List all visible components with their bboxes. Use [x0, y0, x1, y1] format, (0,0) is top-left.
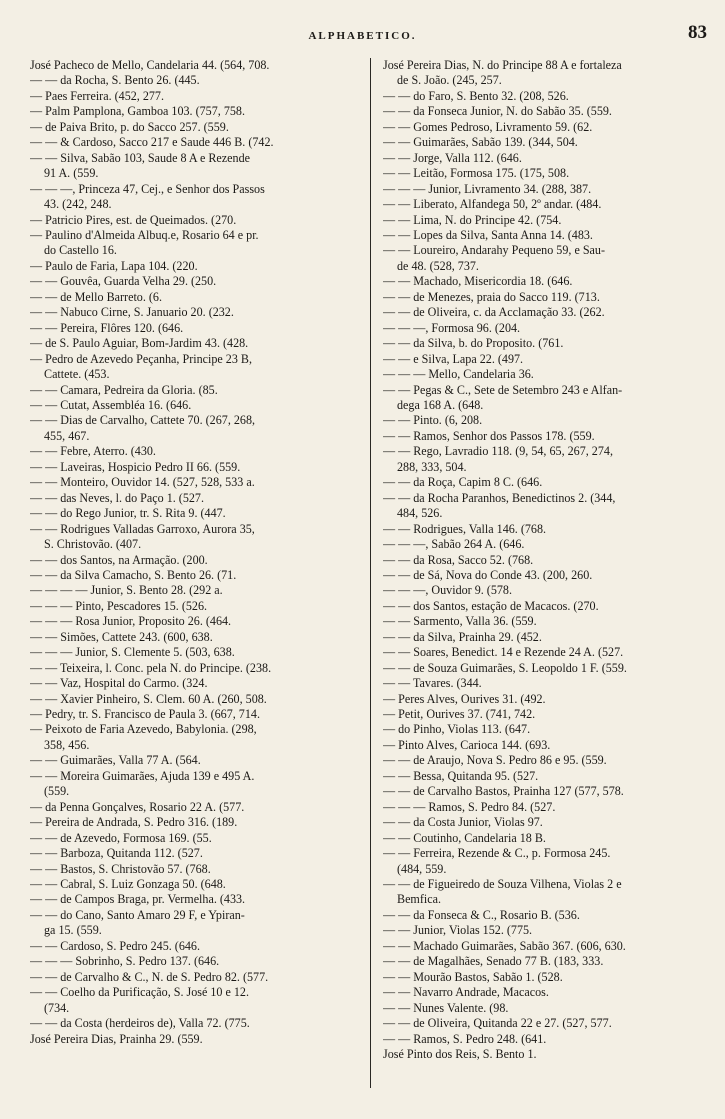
- directory-entry-line: — — Machado Guimarães, Sabão 367. (606, 630.: [383, 938, 626, 953]
- directory-entry-line: — — de Azevedo, Formosa 169. (55.: [30, 830, 212, 845]
- directory-entry-line: — Peres Alves, Ourives 31. (492.: [383, 691, 546, 706]
- directory-entry-line: 358, 456.: [44, 737, 90, 752]
- directory-entry-line: José Pinto dos Reis, S. Bento 1.: [383, 1047, 537, 1061]
- column-divider: [370, 58, 371, 1088]
- directory-entry-line: — — Bessa, Quitanda 95. (527.: [383, 768, 539, 783]
- running-title: ALPHABETICO.: [308, 30, 417, 42]
- directory-entry-line: — — Rodrigues Valladas Garroxo, Aurora 35,: [30, 521, 255, 536]
- directory-entry-line: — — Silva, Sabão 103, Saude 8 A e Rezende: [30, 150, 251, 165]
- directory-entry-line: — — e Silva, Lapa 22. (497.: [383, 351, 524, 366]
- directory-entry-line: — — de Souza Guimarães, S. Leopoldo 1 F. (559.: [383, 660, 627, 675]
- directory-entry-line: — — Laveiras, Hospicio Pedro II 66. (559.: [30, 459, 241, 474]
- directory-entry-line: — — de Oliveira, c. da Acclamação 33. (262.: [383, 305, 605, 320]
- directory-entry-line: — — Nunes Valente. (98.: [383, 1000, 509, 1015]
- directory-entry-line: — — Pegas & C., Sete de Setembro 243 e Alfan-: [383, 382, 623, 397]
- directory-entry-line: — — da Rosa, Sacco 52. (768.: [383, 552, 534, 567]
- directory-entry-line: — Petit, Ourives 37. (741, 742.: [383, 707, 536, 722]
- directory-entry-line: — — Rodrigues, Valla 146. (768.: [383, 521, 547, 536]
- directory-entry-line: — — Cutat, Assembléa 16. (646.: [30, 397, 192, 412]
- directory-entry-line: — — — Junior, S. Clemente 5. (503, 638.: [30, 645, 235, 660]
- directory-entry-line: — — Pereira, Flôres 120. (646.: [30, 320, 184, 335]
- directory-entry-line: — — Jorge, Valla 112. (646.: [383, 150, 522, 165]
- directory-entry-line: — Paulino d'Almeida Albuq.e, Rosario 64 e pr.: [30, 227, 259, 242]
- directory-entry-line: — — da Roça, Capim 8 C. (646.: [383, 475, 543, 490]
- directory-entry-line: — — Liberato, Alfandega 50, 2º andar. (484.: [383, 197, 602, 212]
- directory-entry-line: — — de Carvalho & C., N. de S. Pedro 82. (577.: [30, 969, 269, 984]
- directory-entry-line: — — Cabral, S. Luiz Gonzaga 50. (648.: [30, 877, 226, 892]
- directory-entry-line: — — das Neves, l. do Paço 1. (527.: [30, 490, 204, 505]
- directory-entry-line: do Castello 16.: [44, 243, 117, 258]
- directory-entry-line: — — da Fonseca & C., Rosario B. (536.: [383, 907, 580, 922]
- directory-entry-line: — — — Rosa Junior, Proposito 26. (464.: [30, 614, 232, 629]
- directory-entry-line: — — & Cardoso, Sacco 217 e Saude 446 B. (742.: [30, 135, 274, 150]
- directory-entry-line: S. Christovão. (407.: [44, 537, 142, 552]
- directory-entry-line: — — da Silva Camacho, S. Bento 26. (71.: [30, 567, 237, 582]
- directory-entry-line: de 48. (528, 737.: [397, 258, 479, 273]
- directory-entry-line: — — da Silva, b. do Proposito. (761.: [383, 336, 564, 351]
- directory-entry-line: — — de Menezes, praia do Sacco 119. (713.: [383, 289, 600, 304]
- directory-entry-line: — — da Fonseca Junior, N. do Sabão 35. (559.: [383, 104, 612, 119]
- directory-entry-line: José Pereira Dias, Prainha 29. (559.: [30, 1031, 203, 1046]
- directory-entry-line: — — Loureiro, Andarahy Pequeno 59, e Sau-: [383, 243, 606, 258]
- directory-entry-line: — — de Campos Braga, pr. Vermelha. (433.: [30, 892, 246, 907]
- directory-entry-line: — Pereira de Andrada, S. Pedro 316. (189.: [30, 815, 238, 830]
- directory-entry-line: — do Pinho, Violas 113. (647.: [383, 722, 531, 737]
- directory-entry-line: — — Lopes da Silva, Santa Anna 14. (483.: [383, 227, 593, 242]
- directory-entry-line: — — Ramos, Senhor dos Passos 178. (559.: [383, 428, 595, 443]
- directory-entry-line: 43. (242, 248.: [44, 197, 112, 212]
- directory-entry-line: Cattete. (453.: [44, 367, 110, 382]
- directory-entry-line: — — Pinto. (6, 208.: [383, 413, 483, 428]
- directory-entry-line: — Pedry, tr. S. Francisco de Paula 3. (667, 714.: [30, 707, 260, 722]
- directory-entry-line: — — Gouvêa, Guarda Velha 29. (250.: [30, 274, 217, 289]
- directory-entry-line: — — do Faro, S. Bento 32. (208, 526.: [383, 88, 569, 103]
- directory-entry-line: — — de Sá, Nova do Conde 43. (200, 260.: [383, 567, 593, 582]
- directory-entry-line: — — Nabuco Cirne, S. Januario 20. (232.: [30, 305, 234, 320]
- directory-entry-line: — — —, Sabão 264 A. (646.: [383, 537, 525, 552]
- directory-entry-line: — da Penna Gonçalves, Rosario 22 A. (577.: [30, 799, 245, 814]
- directory-entry-line: — — da Rocha Paranhos, Benedictinos 2. (344,: [383, 490, 616, 505]
- directory-entry-line: (734.: [44, 1000, 70, 1015]
- directory-entry-line: — — Barboza, Quitanda 112. (527.: [30, 846, 203, 861]
- directory-entry-line: (559.: [44, 784, 70, 799]
- directory-entry-line: — — Xavier Pinheiro, S. Clem. 60 A. (260, 508.: [30, 691, 267, 706]
- directory-entry-line: — — dos Santos, estação de Macacos. (270.: [383, 598, 599, 613]
- directory-entry-line: — Patricio Pires, est. de Queimados. (270.: [30, 212, 237, 227]
- directory-entry-line: — — de Mello Barreto. (6.: [30, 289, 162, 304]
- directory-entry-line: 484, 526.: [397, 506, 443, 521]
- directory-entry-line: — — Sarmento, Valla 36. (559.: [383, 614, 537, 629]
- directory-entry-line: — — — Pinto, Pescadores 15. (526.: [30, 598, 208, 613]
- directory-entry-line: — de Paiva Brito, p. do Sacco 257. (559.: [30, 119, 229, 134]
- directory-entry-line: — — de Oliveira, Quitanda 22 e 27. (527, 577.: [383, 1016, 612, 1031]
- directory-entry-line: — — Simões, Cattete 243. (600, 638.: [30, 629, 213, 644]
- directory-entry-line: 288, 333, 504.: [397, 459, 467, 474]
- directory-entry-line: — de S. Paulo Aguiar, Bom-Jardim 43. (428.: [30, 336, 249, 351]
- directory-entry-line: — Peixoto de Faria Azevedo, Babylonia. (298,: [30, 722, 257, 737]
- directory-entry-line: — — Guimarães, Valla 77 A. (564.: [30, 753, 201, 768]
- directory-entry-line: — — Coutinho, Candelaria 18 B.: [383, 830, 546, 845]
- directory-entry-line: — — do Cano, Santo Amaro 29 F, e Ypiran-: [30, 907, 245, 922]
- directory-entry-line: — — de Carvalho Bastos, Prainha 127 (577, 578.: [383, 784, 624, 799]
- directory-entry-line: — — Navarro Andrade, Macacos.: [383, 985, 549, 1000]
- directory-entry-line: — — Cardoso, S. Pedro 245. (646.: [30, 938, 200, 953]
- directory-entry-line: — — Rego, Lavradio 118. (9, 54, 65, 267, 274,: [383, 444, 613, 459]
- directory-entry-line: — — — Ramos, S. Pedro 84. (527.: [383, 799, 556, 814]
- directory-entry-line: Bemfica.: [397, 892, 441, 907]
- directory-entry-line: — — Teixeira, l. Conc. pela N. do Principe. (238.: [30, 660, 272, 675]
- directory-entry-line: — Pinto Alves, Carioca 144. (693.: [383, 737, 551, 752]
- directory-entry-line: — — — — Junior, S. Bento 28. (292 a.: [30, 583, 223, 598]
- directory-entry-line: — — Moreira Guimarães, Ajuda 139 e 495 A.: [30, 768, 255, 783]
- directory-entry-line: — — — Mello, Candelaria 36.: [383, 367, 534, 382]
- directory-entry-line: — — Ramos, S. Pedro 248. (641.: [383, 1031, 547, 1046]
- directory-entry-line: — — de Araujo, Nova S. Pedro 86 e 95. (559.: [383, 753, 607, 768]
- directory-entry-line: José Pereira Dias, N. do Principe 88 A e fortaleza: [383, 58, 622, 72]
- directory-entry-line: — — Tavares. (344.: [383, 676, 482, 691]
- page-header: [0, 22, 725, 52]
- directory-entry-line: — Pedro de Azevedo Peçanha, Principe 23 B,: [30, 351, 252, 366]
- directory-entry-line: — — —, Formosa 96. (204.: [383, 320, 521, 335]
- left-column: [30, 58, 350, 1047]
- directory-entry-line: — — dos Santos, na Armação. (200.: [30, 552, 208, 567]
- directory-entry-line: — — Bastos, S. Christovão 57. (768.: [30, 861, 211, 876]
- directory-entry-line: — — — Junior, Livramento 34. (288, 387.: [383, 181, 592, 196]
- directory-entry-line: — — Febre, Aterro. (430.: [30, 444, 156, 459]
- directory-entry-line: — — de Magalhães, Senado 77 B. (183, 333.: [383, 954, 604, 969]
- directory-entry-line: — — da Costa (herdeiros de), Valla 72. (775.: [30, 1016, 250, 1031]
- directory-entry-line: — — —, Ouvidor 9. (578.: [383, 583, 512, 598]
- directory-entry-line: — — Junior, Violas 152. (775.: [383, 923, 533, 938]
- directory-entry-line: de S. João. (245, 257.: [397, 73, 502, 88]
- directory-entry-line: — — Lima, N. do Principe 42. (754.: [383, 212, 562, 227]
- directory-entry-line: — — — Sobrinho, S. Pedro 137. (646.: [30, 954, 220, 969]
- directory-entry-line: — — da Costa Junior, Violas 97.: [383, 815, 543, 830]
- directory-entry-line: — — Vaz, Hospital do Carmo. (324.: [30, 676, 208, 691]
- directory-entry-line: — Palm Pamplona, Gamboa 103. (757, 758.: [30, 104, 245, 119]
- directory-entry-line: ga 15. (559.: [44, 923, 102, 938]
- directory-entry-line: — — do Rego Junior, tr. S. Rita 9. (447.: [30, 506, 226, 521]
- directory-entry-line: — — da Silva, Prainha 29. (452.: [383, 629, 542, 644]
- directory-entry-line: — — Soares, Benedict. 14 e Rezende 24 A. (527.: [383, 645, 624, 660]
- directory-entry-line: — — Guimarães, Sabão 139. (344, 504.: [383, 135, 578, 150]
- directory-entry-line: — — Dias de Carvalho, Cattete 70. (267, 268,: [30, 413, 256, 428]
- directory-entry-line: — — Ferreira, Rezende & C., p. Formosa 245.: [383, 846, 611, 861]
- directory-entry-line: — — Machado, Misericordia 18. (646.: [383, 274, 573, 289]
- directory-entry-line: — — Monteiro, Ouvidor 14. (527, 528, 533 a.: [30, 475, 255, 490]
- directory-entry-line: — — da Rocha, S. Bento 26. (445.: [30, 73, 200, 88]
- directory-entry-line: — Paes Ferreira. (452, 277.: [30, 88, 165, 103]
- directory-entry-line: dega 168 A. (648.: [397, 397, 484, 412]
- directory-entry-line: — — Leitão, Formosa 175. (175, 508.: [383, 166, 570, 181]
- directory-entry-line: 455, 467.: [44, 428, 90, 443]
- right-column: [383, 58, 713, 1062]
- directory-entry-line: José Pacheco de Mello, Candelaria 44. (564, 708.: [30, 58, 270, 72]
- directory-entry-line: 91 A. (559.: [44, 166, 99, 181]
- directory-entry-line: (484, 559.: [397, 861, 447, 876]
- page-number: 83: [688, 22, 707, 43]
- directory-entry-line: — — Mourão Bastos, Sabão 1. (528.: [383, 969, 563, 984]
- directory-entry-line: — — —, Princeza 47, Cej., e Senhor dos Passos: [30, 181, 265, 196]
- directory-entry-line: — — Camara, Pedreira da Gloria. (85.: [30, 382, 218, 397]
- directory-entry-line: — Paulo de Faria, Lapa 104. (220.: [30, 258, 198, 273]
- directory-entry-line: — — de Figueiredo de Souza Vilhena, Violas 2 e: [383, 877, 622, 892]
- directory-entry-line: — — Coelho da Purificação, S. José 10 e 12.: [30, 985, 249, 1000]
- directory-entry-line: — — Gomes Pedroso, Livramento 59. (62.: [383, 119, 593, 134]
